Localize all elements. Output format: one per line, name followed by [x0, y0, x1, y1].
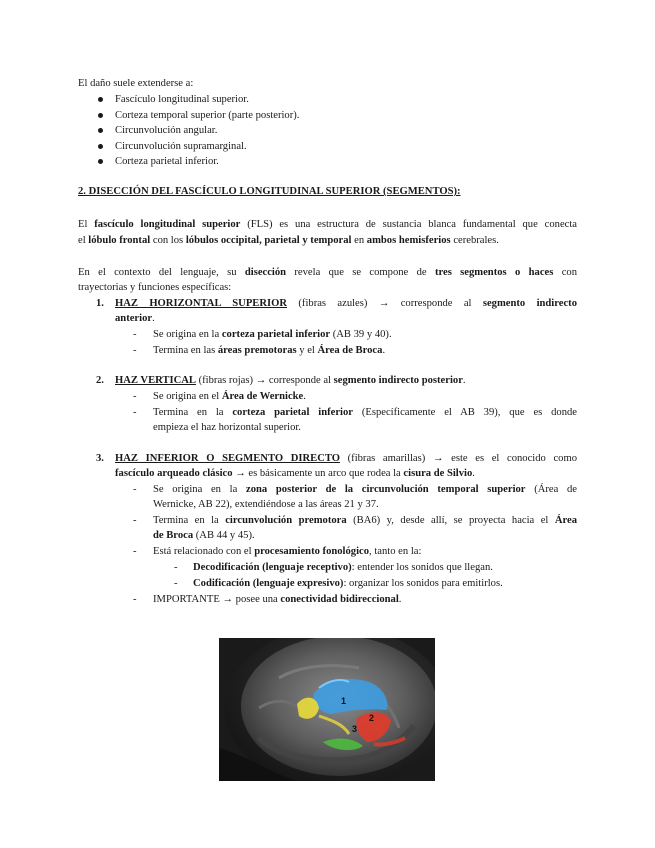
para2-line2: trayectorias y funciones específicas:: [78, 282, 232, 293]
text-run: (fibras rojas) → corresponde al: [195, 375, 334, 386]
brain-mri-image: [219, 638, 435, 781]
seg3-title: HAZ INFERIOR O SEGMENTO DIRECTO: [115, 453, 340, 464]
text-run: áreas premotoras: [217, 345, 297, 356]
text-run: .: [382, 345, 386, 356]
text-run: Codificación (lenguaje expresivo): [193, 578, 344, 589]
text-run: (Específicamente el AB 39), que es donde: [352, 407, 577, 418]
text-run: fascículo longitudinal superior: [94, 219, 241, 230]
seg3-detail-important: [153, 592, 401, 607]
text-run: , tanto en la:: [369, 546, 422, 557]
text-run: (AB 44 y 45).: [193, 530, 255, 541]
text-run: Termina en las: [153, 345, 218, 356]
text-run: (fibras azules) → corresponde al: [287, 298, 483, 309]
dash-marker: -: [133, 594, 137, 605]
text-run: en: [351, 235, 367, 246]
text-run: (Área de: [525, 484, 578, 495]
text-run: y el: [296, 345, 318, 356]
list-item: Circunvolución supramarginal.: [96, 139, 299, 155]
seg3-detail-end-cont: [153, 528, 255, 543]
seg3-sub-decoding: [193, 560, 493, 575]
dash-marker: -: [133, 407, 137, 418]
para2-line1: [78, 265, 577, 280]
text-run: Está relacionado con el: [153, 546, 255, 557]
intro-text: El daño suele extenderse a:: [78, 78, 194, 89]
list-item: Circunvolución angular.: [96, 123, 299, 139]
seg2-detail-origin: [153, 389, 306, 404]
seg1-title-line1: [115, 296, 577, 311]
text-run: corteza parietal inferior: [232, 407, 353, 418]
seg3-detail-end: [153, 513, 577, 528]
text-run: .: [398, 594, 402, 605]
seg2-title: HAZ VERTICAL: [115, 375, 196, 386]
text-run: (fibras amarillas) → este es el conocido como: [340, 453, 577, 464]
text-run: .: [152, 313, 155, 324]
text-run: con: [553, 267, 577, 278]
text-run: corteza parietal inferior: [221, 329, 331, 340]
text-run: conectividad bidireccional: [280, 594, 399, 605]
text-run: .: [303, 391, 306, 402]
dash-marker: -: [133, 484, 137, 495]
text-run: lóbulo frontal: [88, 235, 151, 246]
text-run: Se origina en la: [153, 484, 247, 495]
seg3-sub-encoding: [193, 576, 503, 591]
dash-marker: -: [133, 345, 137, 356]
seg1-detail-end: [153, 343, 385, 358]
seg1-title-line2: [115, 311, 155, 326]
tractography-figure: [219, 638, 435, 781]
text-run: .: [472, 468, 475, 479]
text-run: ambos hemisferios: [366, 235, 451, 246]
text-run: de Broca: [153, 530, 194, 541]
seg3-detail-origin-cont: Wernicke, AB 22), extendiéndose a las áreas 21 y 37.: [153, 499, 379, 510]
text-run: segmento indirecto posterior: [333, 375, 463, 386]
seg3-number: 3.: [96, 453, 104, 464]
section-heading: 2. DISECCIÓN DEL FASCÍCULO LONGITUDINAL SUPERIOR (SEGMENTOS):: [78, 186, 461, 197]
seg1-detail-origin: [153, 327, 392, 342]
dash-marker: -: [133, 391, 137, 402]
text-run: fascículo arqueado clásico: [115, 468, 233, 479]
seg3-detail-origin: [153, 482, 577, 497]
para1-line1: [78, 217, 577, 232]
text-run: IMPORTANTE → posee una: [153, 594, 281, 605]
text-run: Se origina en el: [153, 391, 222, 402]
dash-marker: -: [174, 562, 178, 573]
text-run: (BA6) y, desde allí, se proyecta hacia el: [346, 515, 555, 526]
text-run: → es básicamente un arco que rodea la: [232, 468, 404, 479]
text-run: anterior: [115, 313, 153, 324]
text-run: segmento indirecto: [482, 298, 577, 309]
seg3-title-line1: [115, 451, 577, 466]
seg2-detail-end: [153, 405, 577, 420]
text-run: Termina en la: [153, 407, 233, 418]
seg3-detail-phonology: [153, 544, 421, 559]
text-run: procesamiento fonológico: [254, 546, 370, 557]
text-run: disección: [244, 267, 287, 278]
text-run: circunvolución premotora: [225, 515, 347, 526]
seg2-number: 2.: [96, 375, 104, 386]
figure-label-1: 1: [341, 696, 347, 706]
dash-marker: -: [133, 515, 137, 526]
seg1-title: HAZ HORIZONTAL SUPERIOR: [115, 298, 288, 309]
para1-line2: [78, 233, 499, 248]
text-run: : entender los sonidos que llegan.: [351, 562, 493, 573]
text-run: tres segmentos o haces: [434, 267, 554, 278]
seg1-number: 1.: [96, 298, 104, 309]
list-item: Corteza parietal inferior.: [96, 154, 299, 170]
text-run: cerebrales.: [450, 235, 499, 246]
text-run: el: [78, 235, 89, 246]
text-run: zona posterior de la circunvolución temporal superior: [246, 484, 526, 495]
text-run: (FLS) es una estructura de sustancia blanca fundamental que conecta: [240, 219, 577, 230]
text-run: lóbulos occipital, parietal y temporal: [185, 235, 352, 246]
text-run: El: [78, 219, 95, 230]
figure-label-2: 2: [369, 713, 375, 723]
text-run: revela que se compone de: [286, 267, 435, 278]
dash-marker: -: [174, 578, 178, 589]
list-item: Corteza temporal superior (parte posterior).: [96, 108, 299, 124]
text-run: Se origina en la: [153, 329, 222, 340]
text-run: Área: [554, 515, 578, 526]
text-run: Decodificación (lenguaje receptivo): [193, 562, 352, 573]
dash-marker: -: [133, 546, 137, 557]
seg2-title-line: [115, 373, 466, 388]
text-run: Área de Wernicke: [221, 391, 304, 402]
text-run: cisura de Silvio: [403, 468, 473, 479]
dash-marker: -: [133, 329, 137, 340]
text-run: En el contexto del lenguaje, su: [78, 267, 245, 278]
text-run: Termina en la: [153, 515, 226, 526]
list-item: Fascículo longitudinal superior.: [96, 92, 299, 108]
figure-label-3: 3: [352, 724, 358, 734]
seg3-title-line2: [115, 466, 475, 481]
damage-list: [96, 92, 299, 170]
text-run: (AB 39 y 40).: [330, 329, 392, 340]
text-run: Área de Broca: [317, 345, 383, 356]
text-run: .: [462, 375, 466, 386]
text-run: : organizar los sonidos para emitirlos.: [343, 578, 503, 589]
seg2-detail-end-cont: empieza el haz horizontal superior.: [153, 422, 301, 433]
text-run: con los: [150, 235, 186, 246]
